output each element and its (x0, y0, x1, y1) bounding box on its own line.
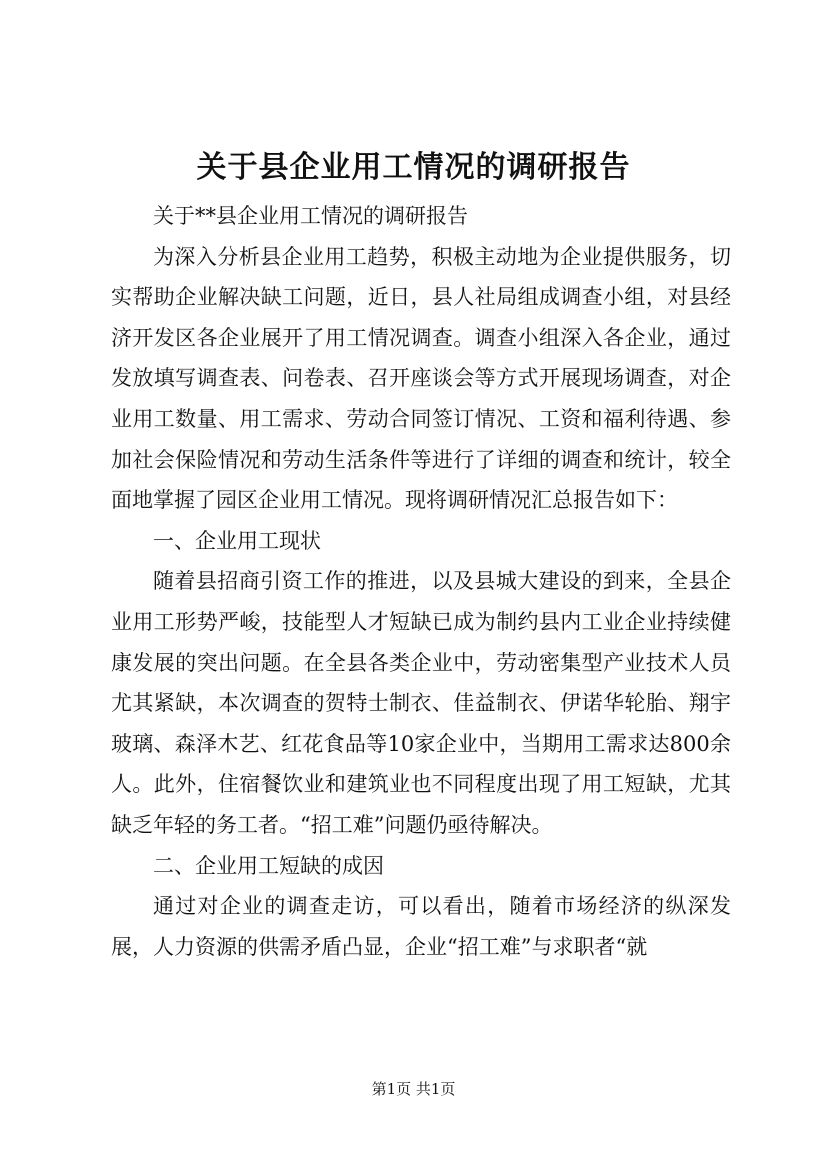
section-heading-2: 二、企业用工短缺的成因 (153, 853, 384, 878)
page-footer: 第1页 共1页 (371, 1080, 456, 1098)
section-heading-1: 一、企业用工现状 (153, 528, 321, 553)
section-2-paragraph: 通过对企业的调查走访，可以看出，随着市场经济的纵深发展，人力资源的供需矛盾凸显，企业“招工难”与求职者“就 (111, 894, 731, 959)
document-title: 关于县企业用工情况的调研报告 (196, 150, 631, 185)
section-1-paragraph: 随着县招商引资工作的推进，以及县城大建设的到来，全县企业用工形势严峻，技能型人才短缺已成为制约县内工业企业持续健康发展的突出问题。在全县各类企业中，劳动密集型产业技术人员尤其紧缺，本次调查的贺特士制衣、佳益制衣、伊诺华轮胎、翔宇玻璃、森泽木艺、红花食品等10家企业中，当期用工需求达800余人。此外，住宿餐饮业和建筑业也不同程度出现了用工短缺，尤其缺乏年轻的务工者。“招工难”问题仍亟待解决。 (111, 569, 731, 837)
document-body (111, 196, 731, 967)
subtitle-paragraph: 关于**县企业用工情况的调研报告 (153, 204, 468, 228)
intro-paragraph: 为深入分析县企业用工趋势，积极主动地为企业提供服务，切实帮助企业解决缺工问题，近日，县人社局组成调查小组，对县经济开发区各企业展开了用工情况调查。调查小组深入各企业，通过发放填写调查表、问卷表、召开座谈会等方式开展现场调查，对企业用工数量、用工需求、劳动合同签订情况、工资和福利待遇、参加社会保险情况和劳动生活条件等进行了详细的调查和统计，较全面地掌握了园区企业用工情况。现将调研情况汇总报告如下： (111, 244, 731, 513)
